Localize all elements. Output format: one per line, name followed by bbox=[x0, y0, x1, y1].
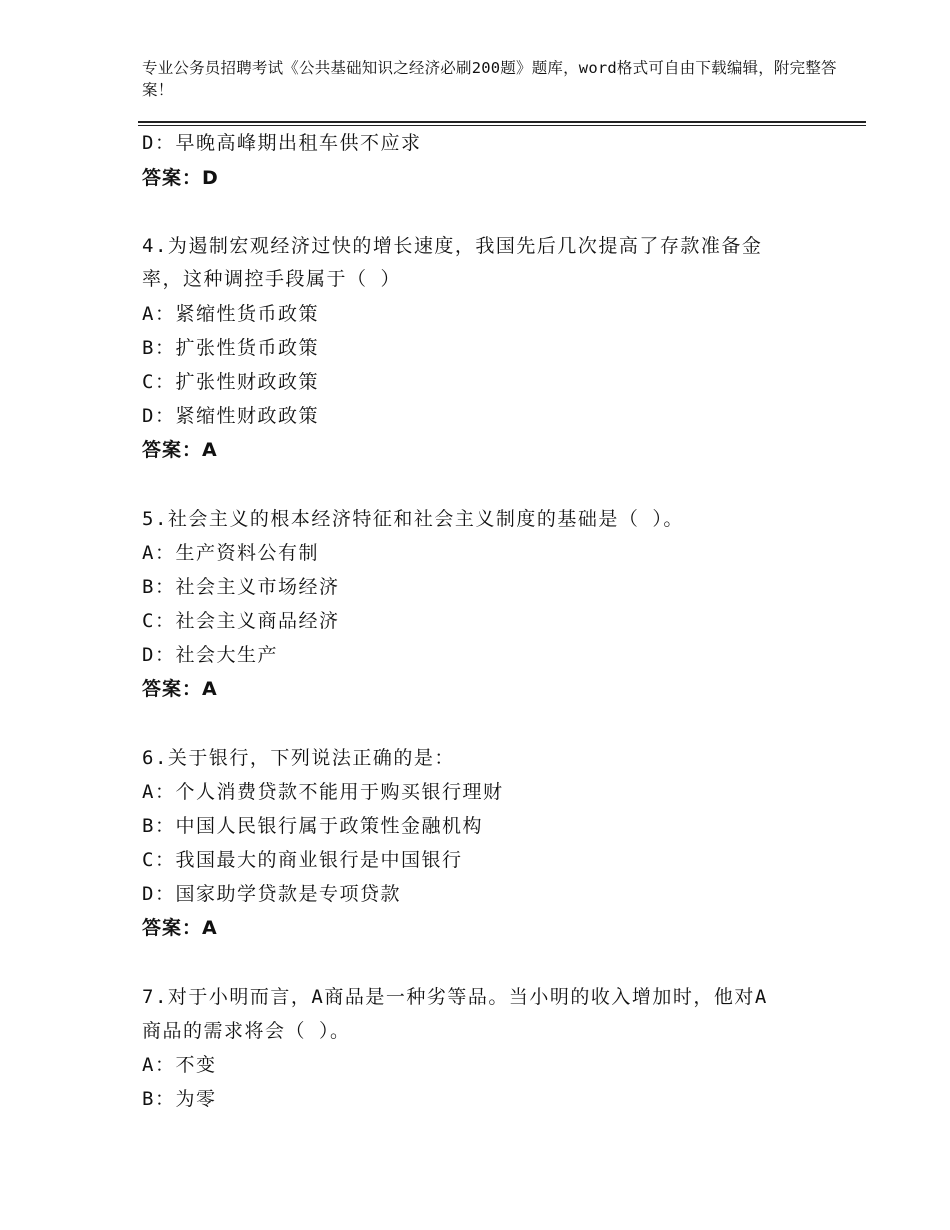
q5-option-b: B：社会主义市场经济 bbox=[142, 576, 340, 598]
header-rule-thin bbox=[138, 125, 866, 126]
q7-option-b: B：为零 bbox=[142, 1088, 217, 1110]
q7-stem-line1: 7.对于小明而言，A商品是一种劣等品。当小明的收入增加时，他对A bbox=[142, 986, 768, 1008]
q5-option-a: A：生产资料公有制 bbox=[142, 542, 319, 564]
q4-option-b: B：扩张性货币政策 bbox=[142, 337, 319, 359]
q4-option-c: C：扩张性财政政策 bbox=[142, 371, 319, 393]
header-rule bbox=[138, 121, 866, 123]
q6-option-a: A：个人消费贷款不能用于购买银行理财 bbox=[142, 781, 504, 803]
q4-option-d: D：紧缩性财政政策 bbox=[142, 405, 319, 427]
q4-option-a: A：紧缩性货币政策 bbox=[142, 303, 319, 325]
q7-option-a: A：不变 bbox=[142, 1054, 217, 1076]
page-header: 专业公务员招聘考试《公共基础知识之经济必刷200题》题库，word格式可自由下载编辑，附完整答案！ bbox=[142, 59, 837, 99]
q6-option-d: D：国家助学贷款是专项贷款 bbox=[142, 883, 401, 905]
q6-answer: 答案：A bbox=[142, 917, 218, 939]
prev-answer: 答案：D bbox=[142, 167, 219, 189]
q6-stem-line1: 6.关于银行，下列说法正确的是： bbox=[142, 747, 455, 769]
q4-answer: 答案：A bbox=[142, 439, 218, 461]
q5-stem-line1: 5.社会主义的根本经济特征和社会主义制度的基础是（ ）。 bbox=[142, 508, 684, 530]
q6-option-b: B：中国人民银行属于政策性金融机构 bbox=[142, 815, 483, 837]
prev-option-d: D：早晚高峰期出租车供不应求 bbox=[142, 132, 422, 154]
q6-option-c: C：我国最大的商业银行是中国银行 bbox=[142, 849, 463, 871]
q5-option-d: D：社会大生产 bbox=[142, 644, 278, 666]
q5-answer: 答案：A bbox=[142, 678, 218, 700]
q7-stem-line2: 商品的需求将会（ ）。 bbox=[142, 1020, 351, 1042]
q4-stem-line1: 4.为遏制宏观经济过快的增长速度，我国先后几次提高了存款准备金 bbox=[142, 235, 763, 257]
q4-stem-line2: 率，这种调控手段属于（ ） bbox=[142, 268, 401, 290]
q5-option-c: C：社会主义商品经济 bbox=[142, 610, 340, 632]
